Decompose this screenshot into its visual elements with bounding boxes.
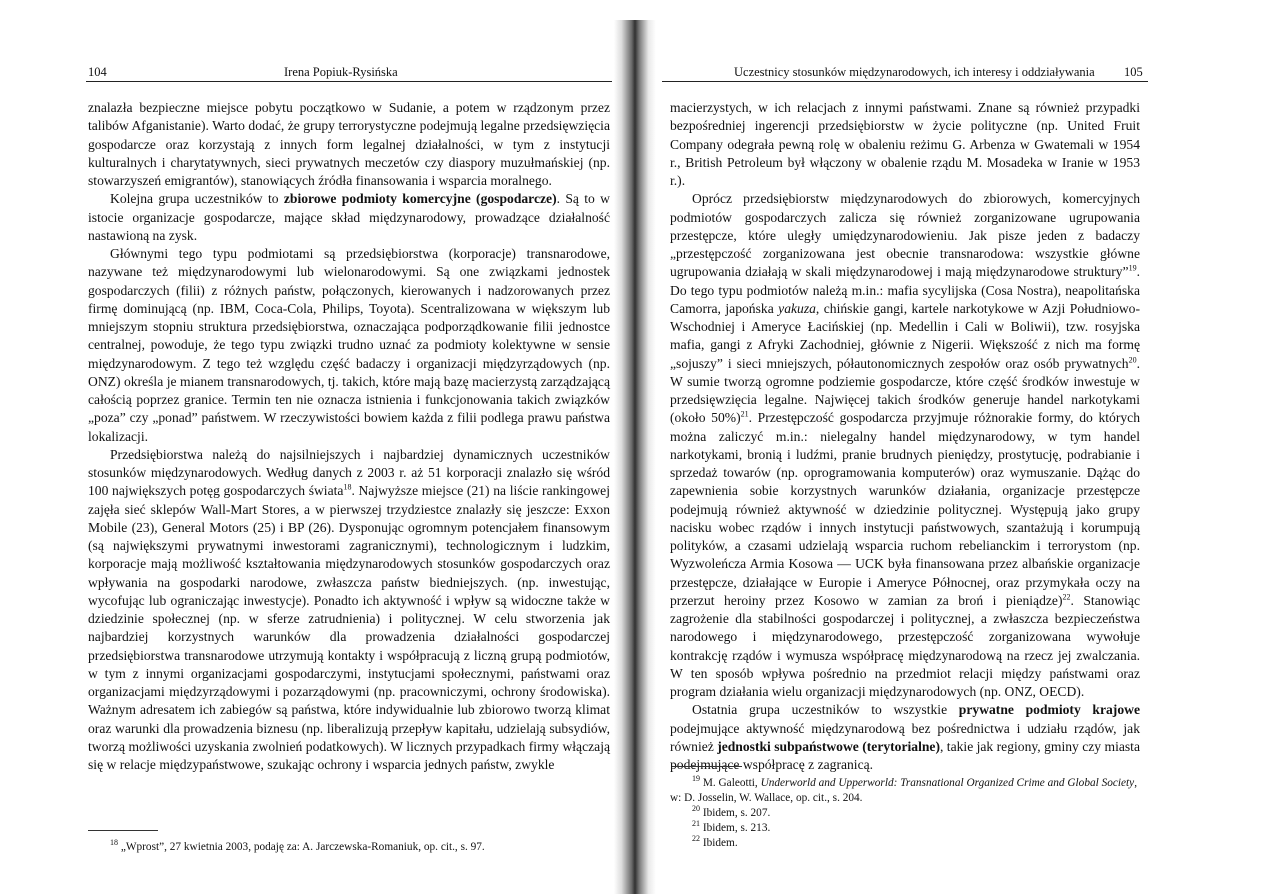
left-running-head: Irena Popiuk-Rysińska — [284, 65, 398, 79]
footnote-ref[interactable]: 18 — [343, 482, 352, 492]
paragraph: Głównymi tego typu podmiotami są przedsiębiorstwa (korporacje) transnarodowe, nazywane też międzynarodowymi lub wielonarodowymi. Są one związkami jednostek gospodarczych (filii) z różnych państw, połączonych, kierowanych i nadzorowanych przez firmę dominującą (np. IBM, Coca-Cola, Philips, Toyota). Scentralizowana w większym lub mniejszym stopniu struktura przedsiębiorstwa, oznaczająca podporządkowanie filii jednostce centralnej, powoduje, że tego typu związki trudno uznać za podmioty kolektywne w sensie międzynarodowym. Z tego też względu część badaczy i organizacji międzyrządowych (np. ONZ) określa je mianem transnarodowych, tj. takich, które mają bazę macierzystą zarządzającą całością poprzez granice. Termin ten nie oznacza istnienia i funkcjonowania takich związków „poza” czy „ponad” państwem. W rzeczywistości bowiem każda z filii podlega prawu państwa lokalizacji. — [88, 246, 610, 444]
right-footnotes — [670, 776, 1140, 851]
left-footnotes — [110, 840, 610, 855]
right-page — [632, 0, 1262, 894]
footnote-rule — [672, 766, 742, 767]
footnote-ref[interactable]: 19 — [1128, 263, 1137, 273]
paragraph: Ostatnia grupa uczestników to wszystkie prywatne podmioty krajowe podejmujące aktywność międzynarodową bez pośrednictwa i udziału rządów, jak również jednostki subpaństwowe (terytorialne), takie jak regiony, gminy czy miasta podejmujące współpracę z zagranicą. — [670, 702, 1140, 772]
footnote-ref[interactable]: 22 — [1062, 592, 1071, 602]
paragraph: Kolejna grupa uczestników to zbiorowe podmioty komercyjne (gospodarcze). Są to w istocie organizacje gospodarcze, mające skład międzynarodowy, prowadzące działalność nastawioną na zysk. — [88, 191, 610, 243]
left-body-text — [88, 99, 610, 774]
right-header-rule — [662, 81, 1148, 82]
left-header-rule — [86, 81, 612, 82]
footnote: $^{18}$ „Wprost”, 27 kwietnia 2003, podaję za: A. Jarczewska-Romaniuk, op. cit., s. 97. — [110, 838, 485, 853]
right-body-text — [670, 99, 1140, 774]
paragraph: znalazła bezpieczne miejsce pobytu początkowo w Sudanie, a potem w rządzonym przez talibów Afganistanie). Warto dodać, że grupy terrorystyczne podejmują legalne przedsięwzięcia gospodarcze oraz korzystają z innych form legalnej działalności, w tym z instytucji kulturalnych i charytatywnych, sieci prywatnych meczetów czy diaspory muzułmańskiej (np. stowarzyszeń emigrantów), stanowiących źródła finansowania i wsparcia moralnego. — [88, 100, 610, 188]
paragraph: Przedsiębiorstwa należą do najsilniejszych i najbardziej dynamicznych uczestników stosunków międzynarodowych. Według danych z 2003 r. aż 51 korporacji znalazło się wśród 100 największych potęg gospodarczych świata$^{18}$. Najwyższe miejsce (21) na liście rankingowej zajęła sieć sklepów Wall-Mart Stores, a w pierwszej trzydziestce znalazły się jeszcze: Exxon Mobile (23), General Motors (25) i BP (26). Dysponując ogromnym potencjałem finansowym (są największymi prywatnymi inwestorami zagranicznymi), technologicznym i ludzkim, korporacje mają możliwość kształtowania międzynarodowych stosunków gospodarczych oraz wpływania na gospodarki narodowe, zwłaszcza państw biedniejszych. (np. inwestując, wycofując lub ograniczając inwestycje). Ponadto ich aktywność i wpływ są widoczne także w dziedzinie społecznej (np. w sferze zatrudnienia) i politycznej. W celu stworzenia jak najbardziej korzystnych warunków dla prowadzenia działalności gospodarczej przedsiębiorstwa transnarodowe utrzymują kontakty i współpracują z liczną grupą podmiotów, w tym z innymi organizacjami gospodarczymi, instytucjami społecznymi, państwami oraz organizacjami międzyrządowymi i pozarządowymi (np. pracowniczymi, ochrony środowiska). Ważnym adresatem ich zabiegów są państwa, które indywidualnie lub zbiorowo tworzą klimat oraz warunki dla prowadzenia biznesu (np. liberalizują przepływ kapitału, udzielają subsydiów, tworzą możliwości uzyskania zwolnień podatkowych). W licznych przypadkach firmy włączają się w relacje międzypaństwowe, szukając ochrony i wsparcia jednych państw, zwykle — [88, 446, 610, 772]
left-page-number: 104 — [88, 65, 107, 79]
footnote-ref[interactable]: 21 — [740, 409, 749, 419]
paragraph: macierzystych, w ich relacjach z innymi państwami. Znane są również przypadki bezpośredniej ingerencji przedsiębiorstw w życie polityczne (np. United Fruit Company odegrała pewną rolę w obaleniu reżimu G. Arbenza w Gwatemali w 1954 r., British Petroleum był włączony w obalenie rządu M. Mosadeka w Iranie w 1953 r.). — [670, 100, 1140, 188]
footnote: $^{20}$ Ibidem, s. 207. — [692, 804, 771, 819]
right-page-number: 105 — [1124, 65, 1143, 79]
footnote: $^{19}$ M. Galeotti, Underworld and Upperworld: Transnational Organized Crime and Global Society, w: D. Josselin, W. Wallace, op. cit., s. 204. — [670, 774, 1138, 804]
footnote: $^{21}$ Ibidem, s. 213. — [692, 819, 771, 834]
footnote-ref[interactable]: 20 — [1128, 354, 1137, 364]
right-running-head: Uczestnicy stosunków międzynarodowych, ich interesy i oddziaływania — [734, 65, 1095, 79]
footnote-rule — [88, 830, 158, 831]
footnote: $^{22}$ Ibidem. — [692, 834, 738, 849]
paragraph: Oprócz przedsiębiorstw międzynarodowych do zbiorowych, komercyjnych podmiotów gospodarczych zalicza się również zorganizowane ugrupowania przestępcze, które uległy umiędzynarodowieniu. Jak pisze jeden z badaczy „przestępczość zorganizowana jest obecnie transnarodowa: wszystkie główne ugrupowania działają w skali międzynarodowej i mają międzynarodowe struktury”$^{19}$. Do tego typu podmiotów należą m.in.: mafia sycylijska (Cosa Nostra), neapolitańska Camorra, japońska yakuza, chińskie gangi, kartele narkotykowe w Azji Południowo-Wschodniej i Ameryce Łacińskiej (np. Medellin i Cali w Boliwii), tzw. rosyjska mafia, gangi z Afryki Zachodniej, głównie z Nigerii. Większość z nich ma formę „sojuszy” i sieci mniejszych, półautonomicznych zespołów oraz osób prywatnych$^{20}$. W sumie tworzą ogromne podziemie gospodarcze, które część środków inwestuje w przedsięwzięcia legalne. Najwięcej takich środków generuje handel narkotykami (około 50%)$^{21}$. Przestępczość gospodarcza przyjmuje różnorakie formy, do których można zaliczyć m.in.: nielegalny handel międzynarodowy, w tym handel narkotykami, bronią i ludźmi, pranie brudnych pieniędzy, prostytucję, podrabianie i sprzedaż towarów (np. oprogramowania komputerów) oraz wymuszanie. Dążąc do zapewnienia sobie korzystnych warunków działania, organizacje przestępcze podejmują również aktywność w dziedzinie politycznej. Występują jako grupy nacisku wobec rządów i innych instytucji państwowych, szantażują i korumpują polityków, a czasami udzielają wsparcia ruchom rebelianckim i terrorystom (np. Wyzwoleńcza Armia Kosowa — UCK była finansowana przez albańskie organizacje przestępcze, działające w Europie i Ameryce Północnej, oraz przymykała oczy na przerzut heroiny przez Kosowo w zamian za broń i pieniądze)$^{22}$. Stanowiąc zagrożenie dla stabilności gospodarczej i politycznej, a zwłaszcza bezpieczeństwa narodowego i międzynarodowego, przestępczość zorganizowana wywołuje kontrakcję rządów i wymusza współpracę międzynarodową na rzecz jej zwalczania. W ten sposób wpływa pośrednio na przedmiot relacji między państwami oraz program działania wielu organizacji międzynarodowych (np. ONZ, OECD). — [670, 191, 1140, 699]
